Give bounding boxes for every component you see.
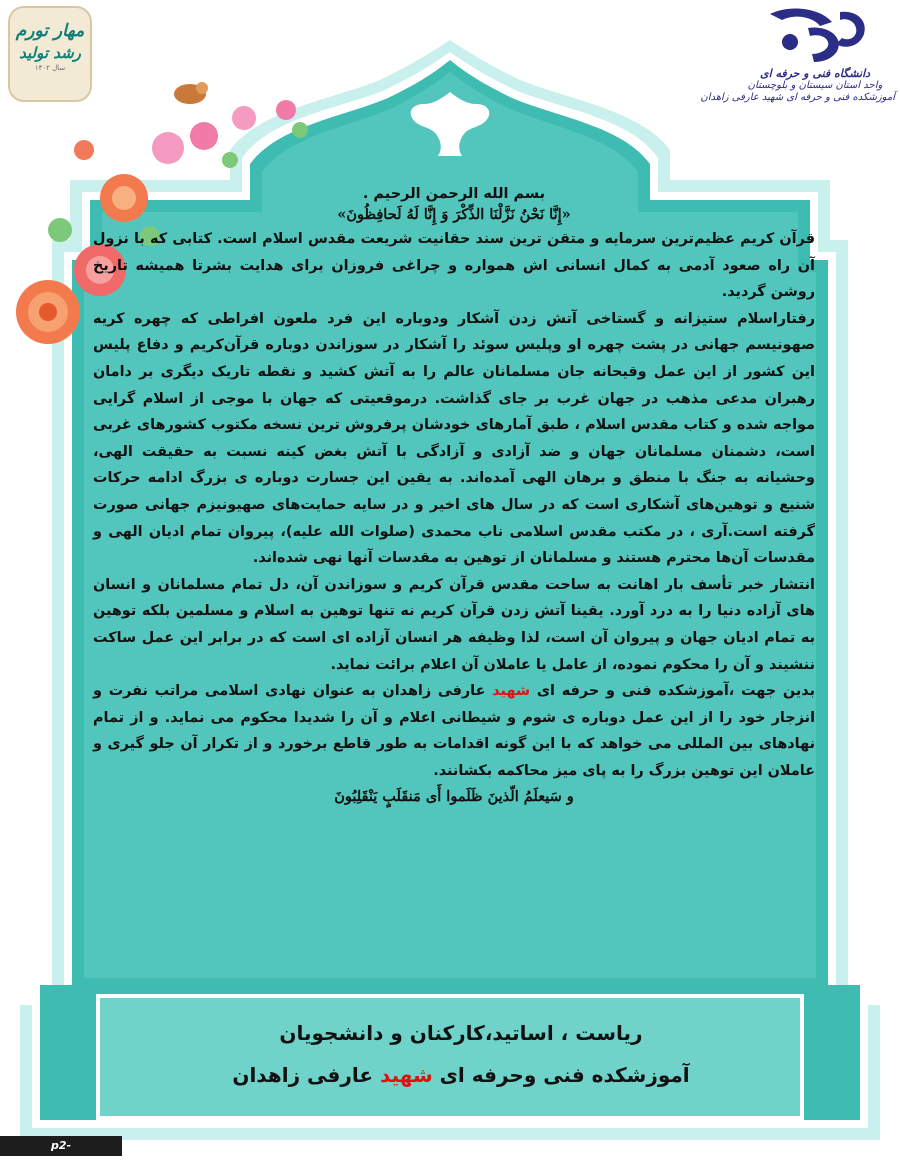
paragraph-4-start: بدین جهت ،آموزشکده فنی و حرفه ای: [530, 683, 815, 700]
slogan-line-2: رشد تولید: [19, 44, 81, 62]
website-tag: p2-zahedan.nus.ac.ir: [0, 1136, 122, 1156]
paragraph-4: [93, 678, 815, 784]
year-slogan-badge: [8, 6, 92, 102]
logo-line-3: آموزشکده فنی و حرفه ای شهید عارفی زاهدان: [700, 92, 895, 103]
paragraph-1: قرآن کریم عظیم‌ترین سرمایه و متقن ترین سند حقانیت شریعت مقدس اسلام است. کتابی که با نزول آن راه صعود آدمی به کمال انسانی اش همواره و چراغی فروزان برای هدایت بشرتا همیشه تاریخ روشن گردید.: [93, 231, 815, 301]
logo-line-1: دانشگاه فنی و حرفه ای: [759, 67, 871, 80]
paragraph-2: رفتاراسلام ستیزانه و گستاخی آتش زدن آشکار ودوباره این فرد ملعون افراطی که چهره کریه صهونیسم جهانی در پشت چهره او وپلیس سوئد را آشکار در سوزاندن دوباره قرآن‌کریم و دفاع پلیس این کشور از این عمل وقیحانه جان مسلمانان عالم را به آتش کشید و نقطه تاریک دیگری بر دامان رهبران مدعی مذهب در جهان غرب بر جای گذاشت. درموقعیتی که جهان با موجی از اسلام گرایی مواجه شده و کتاب مقدس اسلام ، طبق آمارهای خودشان پرفروش ترین نسخه مکتوب کشورهای غربی است، دشمنان مسلمانان جهان و ضد آزادی و آزادگی با آتش بغض کینه نسبت به حقیقت الهی، وحشیانه به جنگ با منطق و برهان الهی آمده‌اند. به یقین این جسارت دوباره ی بزرگ ادامه حرکات شنیع و توهین‌های آشکاری است که در سال های اخیر و در سایه حمایت‌های صهیونیزم جهانی صورت گرفته است.آری ، در مکتب مقدس اسلامی ناب محمدی (صلوات الله علیه)، پیروان تمام ادیان الهی و مقدسات آن‌ها محترم هستند و مسلمانان از توهین به مقدسات آنها نهی شده‌اند.: [93, 310, 815, 567]
paragraph-4-highlight: شهید: [492, 683, 531, 700]
logo-line-2: واحد استان سیستان و بلوچستان: [747, 80, 883, 91]
university-logo: [700, 4, 895, 104]
statement-body: [93, 184, 815, 808]
slogan-year: سال ۱۴۰۲: [34, 64, 66, 72]
footer-line-2-start: آموزشکده فنی وحرفه ای: [432, 1063, 690, 1087]
footer-line-1: ریاست ، اساتید،کارکنان و دانشجویان: [279, 1021, 643, 1045]
paragraph-3: انتشار خبر تأسف بار اهانت به ساحت مقدس قرآن کریم و سوزاندن آن، دل تمام مسلمانان و انسان های آزاده دنیا را به درد آورد. یقینا آتش زدن قرآن کریم نه تنها توهین به اسلام و مسلمین بلکه توهین به تمام ادیان جهان و پیروان آن است، لذا وظیفه هر انسان آزاده ای است که در برابر این عمل ساکت ننشیند و آن را محکوم نموده، از عامل یا عاملان آن اعلام برائت نماید.: [93, 576, 815, 673]
footer-line-2-highlight: شهید: [380, 1063, 433, 1087]
slogan-line-1: مهار تورم: [15, 21, 85, 41]
closing-verse: و سَیعلَمُ الّذینَ ظَلَموا أَی مَنقَلَبٍ یَنْقَلِبُونَ: [334, 788, 574, 806]
quran-verse: «إِنَّا نَحْنُ نَزَّلْنَا الذِّكْرَ وَ إِنَّا لَهُ لَحافِظُونَ»: [337, 206, 571, 223]
university-emblem-icon: [760, 4, 870, 68]
footer-line-2: [100, 1060, 822, 1090]
paragraph-4-end: عارفی زاهدان به عنوان نهادی اسلامی مراتب نفرت و انزجار خود را از این عمل دوباره ی شوم و شیطانی اعلام و آن را شدیدا محکوم می نماید. و از تمام نهادهای بین المللی می خواهد که با این گونه اقدامات به طور قاطع برخورد و از تکرار آن جلو گیری و عاملان این توهین بزرگ را به پای میز محاکمه بکشانند.: [93, 683, 815, 779]
basmala: بسم الله الرحمن الرحیم .: [362, 186, 546, 202]
signature-footer: [100, 1000, 822, 1120]
footer-line-2-end: عارفی زاهدان: [232, 1063, 381, 1087]
